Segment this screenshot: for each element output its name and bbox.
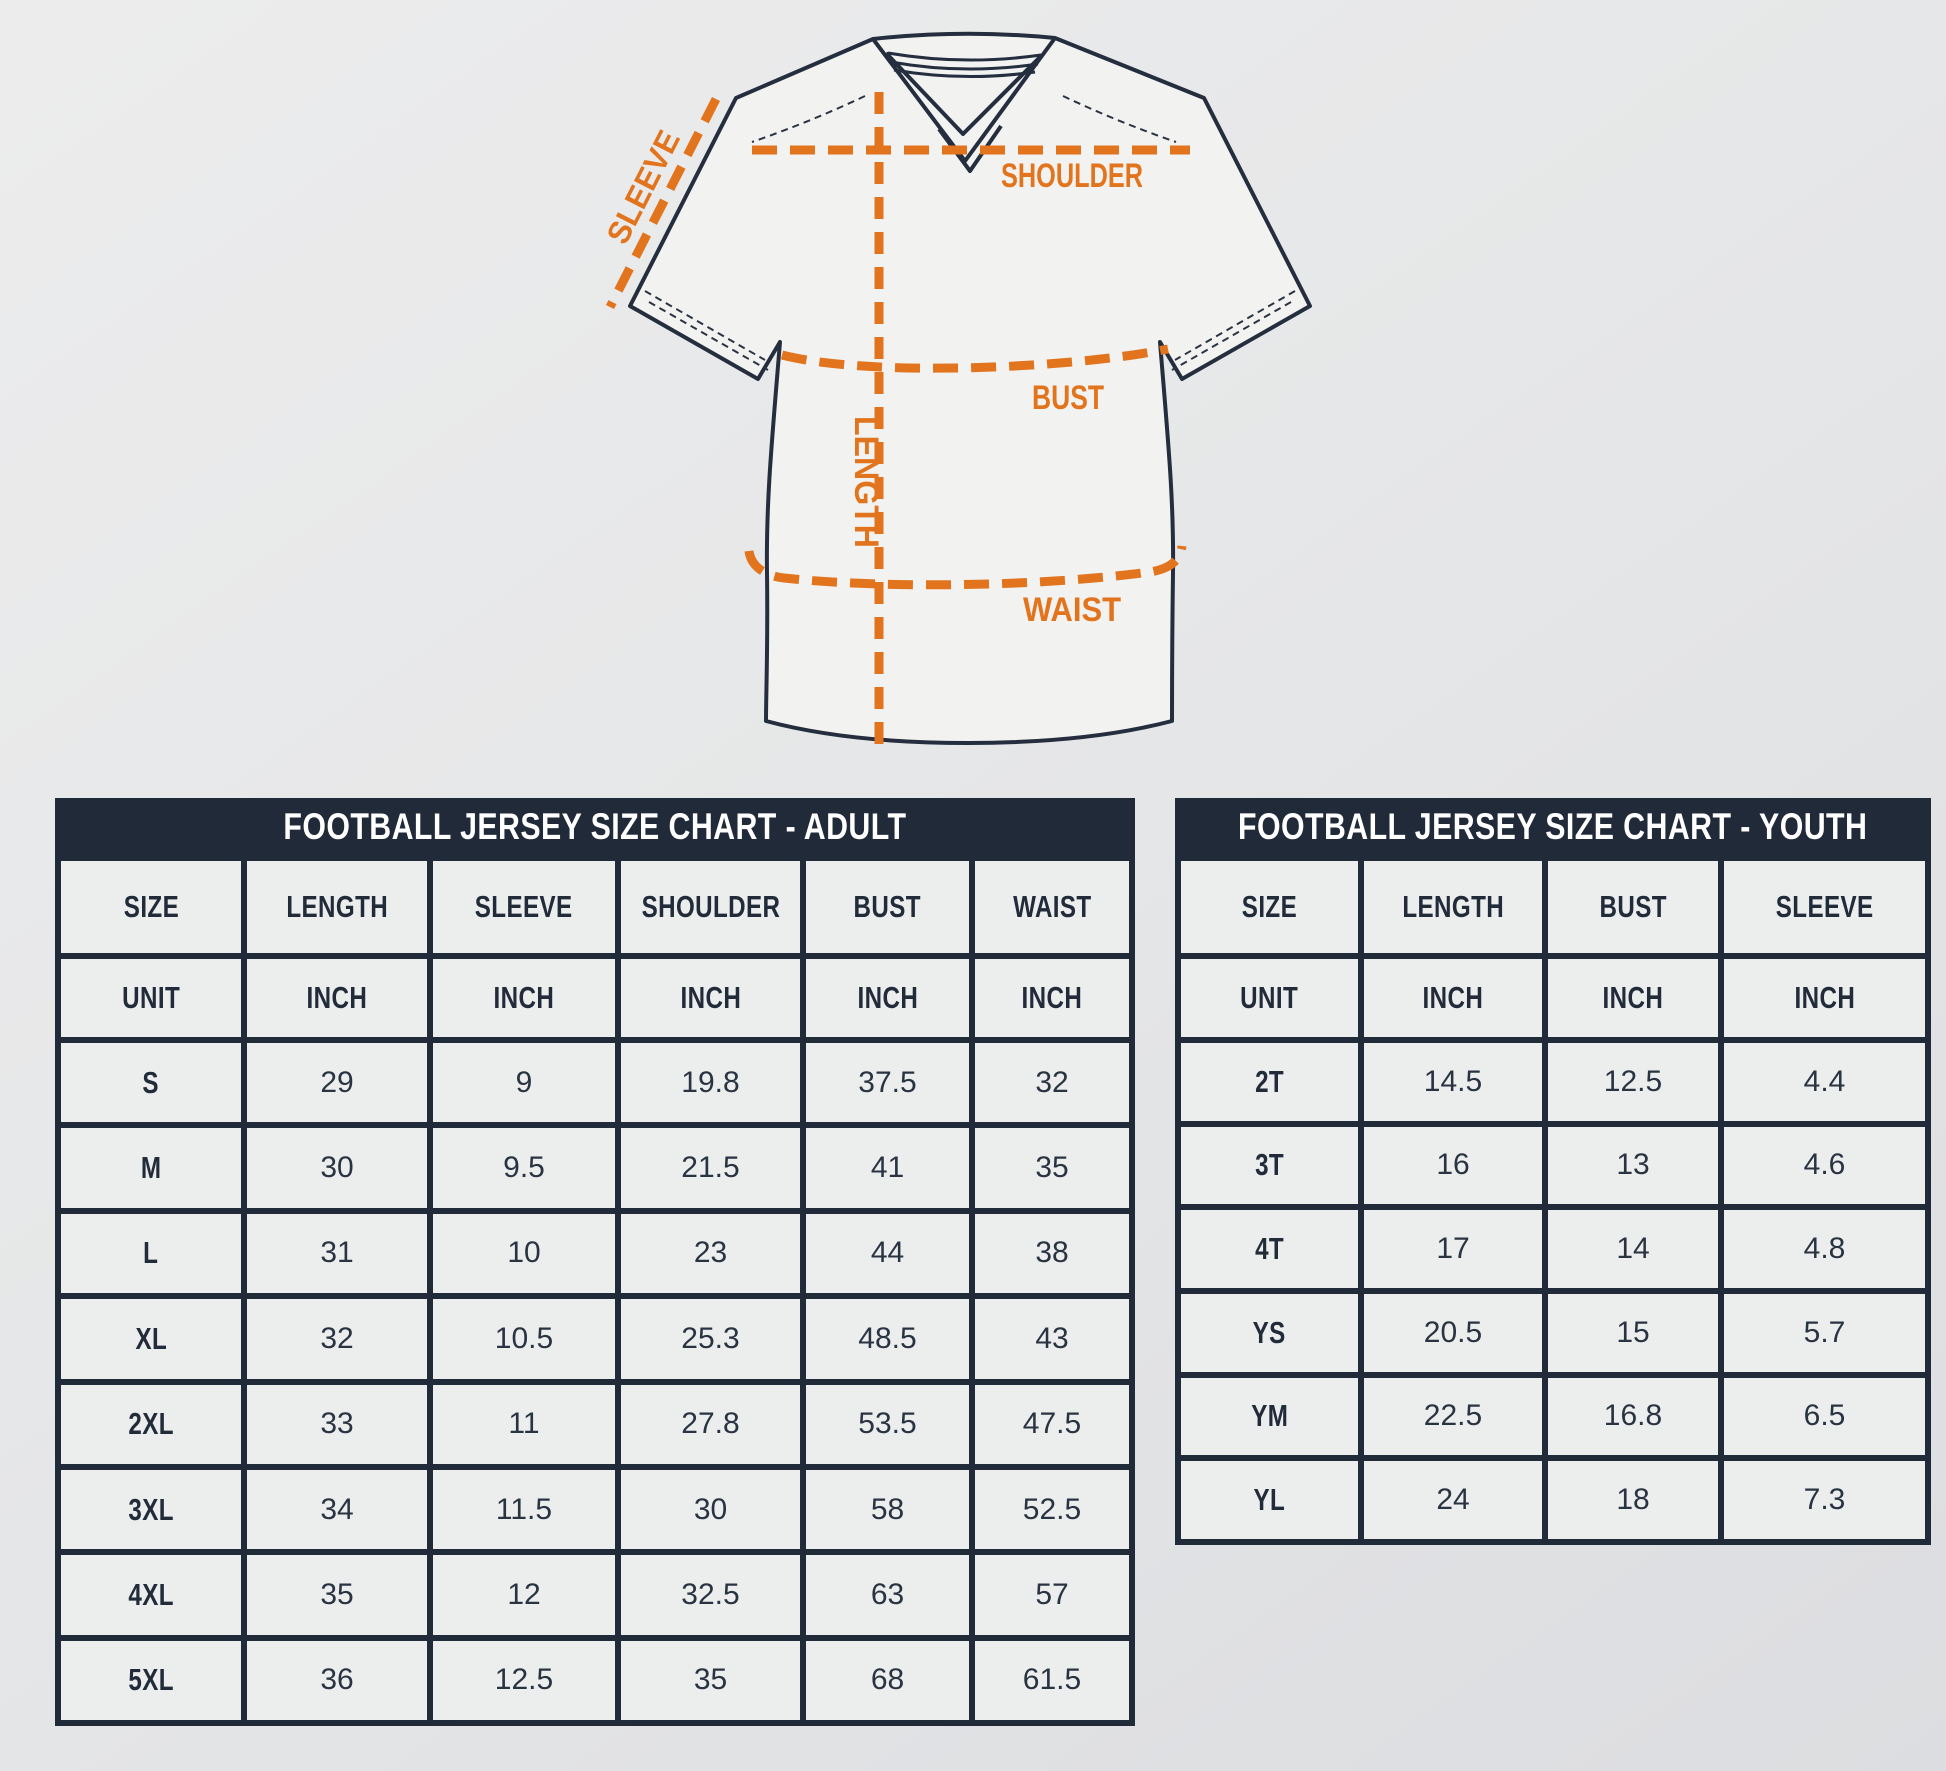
value-cell [1364,1127,1542,1205]
value-cell-text: 24 [1436,1483,1470,1517]
column-header-text: BUST [1599,889,1667,924]
value-cell [1548,1043,1718,1121]
column-header [61,861,241,953]
unit-cell [806,959,969,1037]
value-cell-text: 30 [693,1492,728,1526]
unit-cell-text: INCH [1021,980,1083,1015]
unit-cell [1724,959,1925,1037]
value-cell [433,1555,615,1634]
value-cell-text: 41 [870,1151,905,1185]
size-cell [1181,1127,1358,1205]
column-header [433,861,615,953]
youth-table-title [1175,798,1931,855]
value-cell-text: 38 [1035,1236,1069,1270]
value-cell [621,1043,800,1122]
bust-label: BUST [1032,379,1105,417]
unit-cell-text: INCH [493,980,555,1015]
value-cell-text: 18 [1616,1483,1650,1517]
size-cell-text: YL [1253,1482,1286,1518]
value-cell [433,1385,615,1464]
column-header [806,861,969,953]
value-cell [975,1299,1129,1378]
value-cell-text: 32.5 [681,1577,740,1611]
value-cell-text: 9.5 [503,1151,545,1185]
size-cell-text: 3T [1254,1147,1285,1183]
value-cell-text: 16 [1436,1148,1470,1182]
value-cell-text: 44 [870,1236,905,1270]
value-cell-text: 10.5 [494,1321,554,1355]
column-header [621,861,800,953]
adult-table-title-text: FOOTBALL JERSEY SIZE CHART - ADULT [283,805,907,847]
value-cell [806,1470,969,1549]
value-cell [433,1128,615,1207]
value-cell-text: 34 [320,1492,354,1526]
size-cell [61,1128,241,1207]
value-cell [1724,1210,1925,1288]
value-cell [806,1555,969,1634]
size-cell [1181,1378,1358,1456]
value-cell-text: 29 [320,1065,354,1099]
value-cell-text: 35 [320,1577,354,1611]
value-cell [806,1043,969,1122]
column-header-text: SIZE [1241,889,1298,924]
value-cell-text: 61.5 [1022,1663,1082,1697]
unit-cell-text: INCH [306,980,368,1015]
column-header-text: LENGTH [1402,889,1504,924]
value-cell [1724,1461,1925,1539]
adult-table-title [55,798,1135,855]
column-header-text: BUST [853,889,922,924]
value-cell [975,1043,1129,1122]
value-cell [247,1043,427,1122]
value-cell [247,1555,427,1634]
value-cell-text: 22.5 [1423,1399,1483,1433]
value-cell-text: 23 [693,1236,728,1270]
size-cell [61,1385,241,1464]
value-cell-text: 12.5 [1603,1064,1663,1098]
unit-cell [247,959,427,1037]
column-header [1181,861,1358,953]
value-cell-text: 68 [870,1663,905,1697]
unit-cell [621,959,800,1037]
value-cell-text: 33 [320,1407,354,1441]
unit-cell [61,959,241,1037]
value-cell [1364,1461,1542,1539]
value-cell-text: 11.5 [495,1492,553,1526]
value-cell-text: 5.7 [1803,1315,1846,1349]
unit-cell [1548,959,1718,1037]
value-cell-text: 19.8 [681,1065,740,1099]
size-cell [61,1470,241,1549]
column-header-text: SLEEVE [475,889,573,924]
unit-cell-text: INCH [857,980,918,1015]
size-cell-text: YM [1250,1398,1289,1434]
value-cell-text: 4.8 [1803,1232,1846,1266]
youth-size-chart [1175,798,1931,1545]
unit-cell [1181,959,1358,1037]
value-cell [247,1214,427,1293]
value-cell-text: 53.5 [858,1407,917,1441]
value-cell-text: 37.5 [858,1065,917,1099]
value-cell [247,1299,427,1378]
jersey-outline [630,34,1310,743]
value-cell-text: 58 [870,1492,905,1526]
unit-cell-text: INCH [1602,980,1664,1015]
unit-cell [975,959,1129,1037]
value-cell [975,1470,1129,1549]
unit-cell [433,959,615,1037]
value-cell [433,1214,615,1293]
value-cell-text: 12.5 [494,1663,554,1697]
unit-cell-text: INCH [680,980,741,1015]
value-cell [621,1555,800,1634]
value-cell [621,1214,800,1293]
shoulder-label: SHOULDER [1001,157,1143,195]
value-cell [975,1128,1129,1207]
column-header [247,861,427,953]
value-cell-text: 10 [507,1236,541,1270]
value-cell-text: 31 [320,1236,354,1270]
size-cell-text: L [143,1235,159,1271]
size-cell [61,1555,241,1634]
value-cell [621,1641,800,1720]
value-cell [621,1128,800,1207]
size-cell [61,1214,241,1293]
value-cell-text: 52.5 [1022,1492,1082,1526]
column-header [1724,861,1925,953]
value-cell-text: 15 [1616,1315,1650,1349]
column-header-text: LENGTH [286,889,388,924]
value-cell [806,1128,969,1207]
value-cell [1364,1378,1542,1456]
column-header [975,861,1129,953]
value-cell [433,1470,615,1549]
value-cell-text: 47.5 [1022,1407,1082,1441]
value-cell-text: 14.5 [1423,1064,1483,1098]
sleeve-label: SLEEVE [599,120,689,250]
youth-table-title-text: FOOTBALL JERSEY SIZE CHART - YOUTH [1238,805,1868,847]
value-cell [975,1214,1129,1293]
size-cell [61,1043,241,1122]
value-cell [1548,1294,1718,1372]
length-label: LENGTH [847,416,885,556]
value-cell-text: 7.3 [1803,1483,1846,1517]
size-cell-text: 5XL [128,1662,174,1698]
value-cell-text: 13 [1616,1148,1650,1182]
size-cell [1181,1461,1358,1539]
value-cell-text: 14 [1616,1232,1650,1266]
value-cell [247,1128,427,1207]
value-cell-text: 9 [515,1065,533,1099]
value-cell-text: 30 [320,1151,354,1185]
value-cell [1548,1127,1718,1205]
value-cell [1364,1210,1542,1288]
unit-cell-text: INCH [1422,980,1484,1015]
value-cell [806,1214,969,1293]
column-header-text: SIZE [123,889,179,924]
size-cell [1181,1210,1358,1288]
size-cell-text: XL [135,1320,167,1356]
size-cell-text: 2XL [128,1406,174,1442]
size-cell-text: 4T [1254,1231,1285,1267]
value-cell [247,1470,427,1549]
value-cell-text: 32 [1035,1065,1069,1099]
column-header-text: SLEEVE [1775,889,1874,924]
size-cell [1181,1043,1358,1121]
size-cell-text: 4XL [128,1576,174,1612]
value-cell-text: 12 [507,1577,541,1611]
size-cell-text: S [142,1064,160,1100]
value-cell [975,1385,1129,1464]
size-cell-text: 3XL [128,1491,174,1527]
value-cell-text: 35 [1035,1151,1069,1185]
value-cell-text: 35 [693,1663,728,1697]
value-cell [621,1385,800,1464]
value-cell [1724,1043,1925,1121]
column-header [1364,861,1542,953]
value-cell [433,1299,615,1378]
value-cell [975,1641,1129,1720]
size-cell [61,1641,241,1720]
value-cell [806,1641,969,1720]
value-cell [1548,1378,1718,1456]
value-cell-text: 32 [320,1321,354,1355]
size-cell-text: 2T [1254,1063,1285,1099]
value-cell [433,1043,615,1122]
value-cell-text: 16.8 [1603,1399,1663,1433]
unit-cell-text: INCH [1794,980,1855,1015]
column-header-text: WAIST [1012,889,1092,924]
value-cell [1364,1043,1542,1121]
value-cell [1548,1461,1718,1539]
value-cell-text: 17 [1436,1232,1470,1266]
jersey-measurement-diagram [598,20,1342,750]
value-cell-text: 48.5 [858,1321,917,1355]
value-cell [975,1555,1129,1634]
value-cell-text: 6.5 [1803,1399,1846,1433]
value-cell [621,1470,800,1549]
value-cell-text: 4.4 [1803,1064,1846,1098]
unit-cell-text: UNIT [1240,980,1299,1015]
column-header [1548,861,1718,953]
adult-table-grid [55,855,1135,1726]
value-cell [1724,1378,1925,1456]
value-cell [806,1385,969,1464]
value-cell [621,1299,800,1378]
size-cell-text: YS [1252,1314,1287,1350]
value-cell-text: 20.5 [1423,1315,1483,1349]
value-cell [1724,1127,1925,1205]
unit-cell [1364,959,1542,1037]
waist-label: WAIST [1023,591,1122,629]
value-cell [1364,1294,1542,1372]
adult-size-chart [55,798,1135,1726]
value-cell-text: 63 [870,1577,905,1611]
size-cell [1181,1294,1358,1372]
value-cell-text: 57 [1035,1577,1069,1611]
value-cell-text: 43 [1035,1321,1069,1355]
value-cell-text: 27.8 [681,1407,740,1441]
value-cell-text: 4.6 [1803,1148,1846,1182]
youth-table-grid [1175,855,1931,1545]
unit-cell-text: UNIT [122,980,180,1015]
value-cell-text: 25.3 [681,1321,740,1355]
size-cell [61,1299,241,1378]
value-cell [247,1641,427,1720]
value-cell [806,1299,969,1378]
value-cell [1548,1210,1718,1288]
size-cell-text: M [140,1150,162,1186]
value-cell-text: 36 [320,1663,354,1697]
value-cell [433,1641,615,1720]
value-cell-text: 11 [508,1407,540,1441]
value-cell [1724,1294,1925,1372]
value-cell [247,1385,427,1464]
column-header-text: SHOULDER [641,889,780,924]
value-cell-text: 21.5 [681,1151,740,1185]
